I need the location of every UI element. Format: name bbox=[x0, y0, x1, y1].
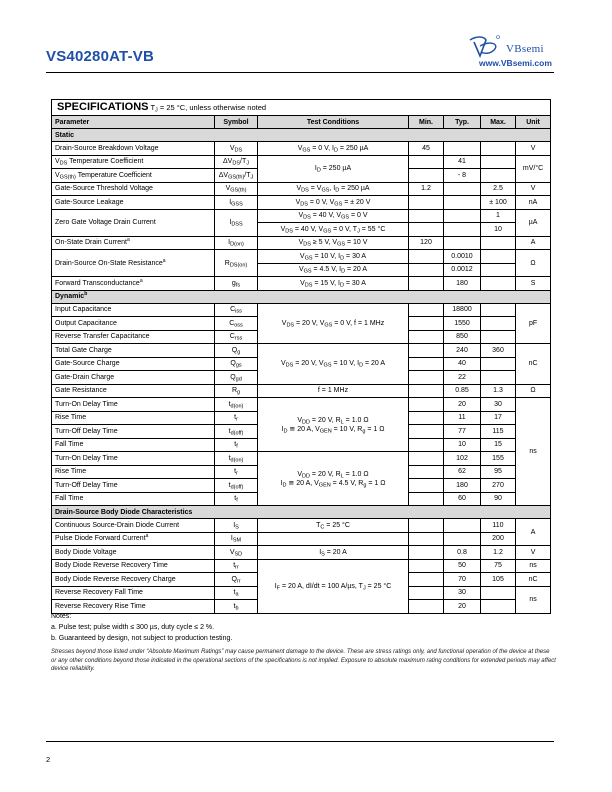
table-row: Rise Time $t_r$ 11 17 bbox=[52, 411, 551, 425]
table-row: Total Gate Charge $Q_g$ $V_{DS} = 20$ V, $V_{GS} = 10$ V, $I_D = 20$ A 240 360 nC bbox=[52, 344, 551, 358]
section-body-diode: Drain-Source Body Diode Characteristics bbox=[52, 506, 551, 519]
table-row: Gate-Drain Charge $Q_{gd}$ 22 bbox=[52, 371, 551, 385]
table-row: Body Diode Reverse Recovery Charge $Q_{rr}$ 70 105 nC bbox=[52, 573, 551, 587]
table-row: $V_{GS(th)}$ Temperature Coefficient $\Delta V_{GS(th)}/T_J$ - 8 bbox=[52, 169, 551, 183]
section-static: Static bbox=[52, 129, 551, 142]
table-row: Fall Time $t_f$ 10 15 bbox=[52, 438, 551, 452]
note-b: b. Guaranteed by design, not subject to production testing. bbox=[51, 635, 233, 642]
footer-rule bbox=[46, 741, 554, 742]
table-row: Fall Time $t_f$ 60 90 bbox=[52, 492, 551, 506]
col-symbol: Symbol bbox=[215, 116, 258, 129]
table-row: Output Capacitance $C_{oss}$ 1550 bbox=[52, 317, 551, 331]
table-row: Gate-Source Leakage $I_{GSS}$ $V_{DS} = 0$ V, $V_{GS}$ = ± 20 V ± 100 nA bbox=[52, 196, 551, 210]
specifications-table bbox=[51, 99, 551, 614]
table-row: Body Diode Reverse Recovery Time $t_{rr}$ $I_F = 20$ A, dI/dt = 100 A/µs, $T_J = 25$ °C 50 75 ns bbox=[52, 559, 551, 573]
table-row: Gate-Source Threshold Voltage $V_{GS(th)}$ $V_{DS} = V_{GS}$, $I_D = 250$ µA 1.2 2.5 V bbox=[52, 182, 551, 196]
table-row: Gate Resistance $R_g$ f = 1 MHz 0.85 1.3 Ω bbox=[52, 384, 551, 398]
note-a: a. Pulse test; pulse width ≤ 300 µs, duty cycle ≤ 2 %. bbox=[51, 624, 215, 631]
page-number: 2 bbox=[46, 755, 51, 764]
brand-name: VBsemi bbox=[506, 43, 544, 55]
col-unit: Unit bbox=[516, 116, 551, 129]
table-row: $V_{GS} = 4.5$ V, $I_D = 20$ A 0.0012 bbox=[52, 263, 551, 277]
col-max: Max. bbox=[481, 116, 516, 129]
table-row: Input Capacitance $C_{iss}$ $V_{DS} = 20$ V, $V_{GS} = 0$ V, f = 1 MHz 18800 pF bbox=[52, 303, 551, 317]
col-test-conditions: Test Conditions bbox=[258, 116, 409, 129]
table-row: Continuous Source-Drain Diode Current $I_S$ $T_C = 25$ °C 110 A bbox=[52, 519, 551, 533]
table-row: Forward Transconductance$^a$ $g_{fs}$ $V_{DS} = 15$ V, $I_D = 30$ A 180 S bbox=[52, 277, 551, 291]
section-dynamic: Dynamic$^b$ bbox=[52, 290, 551, 303]
table-row: Turn-Off Delay Time $t_{d(off)}$ 77 115 bbox=[52, 425, 551, 439]
part-number: VS40280AT-VB bbox=[46, 48, 155, 65]
table-row: Reverse Transfer Capacitance $C_{rss}$ 850 bbox=[52, 330, 551, 344]
vbsemi-logo bbox=[466, 34, 566, 74]
col-typ: Typ. bbox=[444, 116, 481, 129]
table-row: Zero Gate Voltage Drain Current $I_{DSS}$ $V_{DS} = 40$ V, $V_{GS} = 0$ V 1 µA bbox=[52, 209, 551, 223]
table-row: Pulse Diode Forward Current$^a$ $I_{SM}$ 200 bbox=[52, 532, 551, 546]
table-row: Turn-Off Delay Time $t_{d(off)}$ 180 270 bbox=[52, 479, 551, 493]
table-row: On-State Drain Current$^a$ $I_{D(on)}$ $V_{DS} \ge 5$ V, $V_{GS} = 10$ V 120 A bbox=[52, 236, 551, 250]
col-min: Min. bbox=[409, 116, 444, 129]
vbsemi-logo-mark-icon bbox=[466, 34, 506, 60]
table-row: Turn-On Delay Time $t_{d(on)}$ $V_{DD} = 20$ V, $R_L = 1.0$ Ω $I_D$ ≅ 20 A, $V_{GEN} = 10$ V, $R_g = 1$ Ω 20 30 ns bbox=[52, 398, 551, 412]
table-row: Rise Time $t_r$ 62 95 bbox=[52, 465, 551, 479]
table-row: $V_{DS} = 40$ V, $V_{GS} = 0$ V, $T_J = 55$ °C 10 bbox=[52, 223, 551, 237]
table-row: Reverse Recovery Fall Time $t_a$ 30 ns bbox=[52, 586, 551, 600]
notes bbox=[51, 611, 232, 644]
table-row: Drain-Source On-State Resistance$^a$ $R_{DS(on)}$ $V_{GS} = 10$ V, $I_D = 30$ A 0.0010 Ω bbox=[52, 250, 551, 264]
table-row: Turn-On Delay Time $t_{d(on)}$ $V_{DD} = 20$ V, $R_L = 1.0$ Ω $I_D$ ≅ 20 A, $V_{GEN} = 4.5$ V, $R_g = 1$ Ω 102 155 bbox=[52, 452, 551, 466]
table-title: SPECIFICATIONS $T_J = 25$ °C, unless otherwise noted bbox=[52, 100, 551, 116]
table-row: $V_{DS}$ Temperature Coefficient $\Delta V_{DS}/T_J$ $I_D = 250$ µA 41 mV/°C bbox=[52, 155, 551, 169]
col-parameter: Parameter bbox=[52, 116, 215, 129]
disclaimer: Stresses beyond those listed under “Absolute Maximum Ratings” may cause permanent damage to the device. These are stress ratings only, and functional operation of the device at these or any other conditions beyond those indicated in the operational sections of the specifications is not implied. Exposure to absolute maximum rating conditions for extended periods may affect device reliability. bbox=[51, 649, 556, 672]
header-rule bbox=[46, 72, 554, 73]
notes-heading: Notes: bbox=[51, 613, 72, 620]
table-row: Reverse Recovery Rise Time $t_b$ 20 bbox=[52, 600, 551, 614]
table-row: Gate-Source Charge $Q_{gs}$ 40 bbox=[52, 357, 551, 371]
brand-url[interactable]: www.VBsemi.com bbox=[479, 58, 552, 68]
table-row: Drain-Source Breakdown Voltage $V_{DS}$ $V_{GS} = 0$ V, $I_D = 250$ µA 45 V bbox=[52, 142, 551, 156]
table-row: Body Diode Voltage $V_{SD}$ $I_S = 20$ A 0.8 1.2 V bbox=[52, 546, 551, 560]
table-title-row bbox=[52, 100, 551, 116]
column-header-row bbox=[52, 116, 551, 129]
